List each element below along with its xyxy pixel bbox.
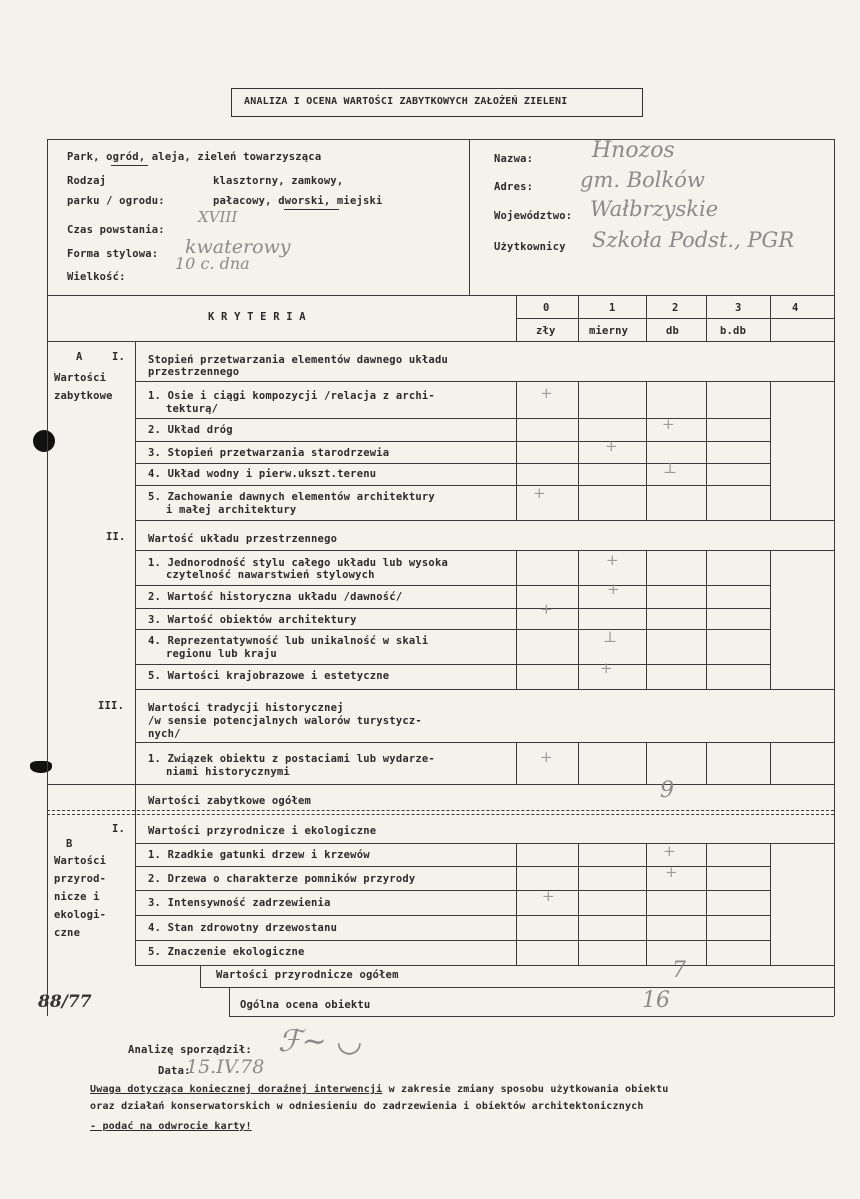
a1-item-5-line2: i małej architektury (166, 504, 297, 516)
scale-3: 3 (735, 302, 742, 314)
uwaga-line-3: - podać na odwrocie karty! (90, 1121, 252, 1132)
a2-item-4-line2: regionu lub kraju (166, 648, 277, 660)
scale-2: 2 (672, 302, 679, 314)
mark-a3-1: + (540, 748, 553, 766)
mark-a1-2: + (662, 415, 675, 433)
park-type-line: Park, ogród, aleja, zieleń towarzysząca (67, 151, 322, 163)
a1-item-3: 3. Stopień przetwarzania starodrzewia (148, 447, 390, 459)
b-group-1-title: Wartości przyrodnicze i ekologiczne (148, 825, 377, 837)
punch-hole-bottom (30, 761, 52, 773)
info-divider (469, 139, 470, 295)
mark-a2-4: ⊥ (603, 628, 618, 646)
rodzaj-options-1: klasztorny, zamkowy, (213, 175, 344, 187)
mark-a1-5: + (533, 484, 546, 502)
mark-a1-4: ⊥ (663, 459, 678, 477)
rodzaj-options-2: pałacowy, dworski, miejski (213, 195, 383, 207)
wojewodztwo-label: Województwo: (494, 210, 573, 222)
nazwa-label: Nazwa: (494, 153, 534, 165)
section-b-title-5: czne (54, 927, 81, 939)
b-item-5: 5. Znaczenie ekologiczne (148, 946, 305, 958)
overall-label: Ogólna ocena obiektu (240, 999, 371, 1011)
scale-1: 1 (609, 302, 616, 314)
punch-hole-top (33, 430, 55, 452)
a-group-2-title: Wartość układu przestrzennego (148, 533, 338, 545)
a1-item-1-line1: 1. Osie i ciągi kompozycji /relacja z archi- (148, 390, 435, 402)
section-a-letter: A (76, 351, 83, 363)
a2-item-3: 3. Wartość obiektów architektury (148, 614, 357, 626)
a-group-1-number: I. (112, 351, 126, 363)
scale-label-db: db (666, 325, 680, 337)
a-group-3-title-3: nych/ (148, 728, 181, 740)
handwritten-czas: XVIII (198, 208, 238, 226)
handwritten-data: 15.IV.78 (186, 1056, 265, 1078)
handwritten-ogolna: 16 (642, 988, 670, 1013)
handwritten-nazwa: Hnozos (592, 138, 675, 163)
handwritten-uzytkownicy: Szkoła Podst., PGR (592, 228, 795, 252)
b-group-1-number: I. (112, 823, 126, 835)
section-b-title-4: ekologi- (54, 909, 107, 921)
mark-a1-3: + (605, 437, 618, 455)
section-a-title-1: Wartości (54, 372, 107, 384)
section-b-title-1: Wartości (54, 855, 107, 867)
mark-a2-2: + (607, 580, 620, 598)
mark-a2-3: + (540, 600, 553, 618)
b-item-1: 1. Rzadkie gatunki drzew i krzewów (148, 849, 370, 861)
uwaga-line-2: oraz działań konserwatorskich w odniesieniu do zadrzewienia i obiektów architektonicznych (90, 1101, 644, 1112)
title-box (231, 88, 643, 117)
section-a-title-2: zabytkowe (54, 390, 113, 402)
signature: ℱ~ ◡ (278, 1024, 363, 1059)
mark-b2: + (665, 863, 678, 881)
scale-0: 0 (543, 302, 550, 314)
czas-label: Czas powstania: (67, 224, 165, 236)
a2-item-1-line1: 1. Jednorodność stylu całego układu lub wysoka (148, 557, 448, 569)
b-item-4: 4. Stan zdrowotny drzewostanu (148, 922, 338, 934)
mark-a2-1: + (606, 551, 619, 569)
a1-item-1-line2: tekturą/ (166, 403, 219, 415)
a-total-label: Wartości zabytkowe ogółem (148, 795, 312, 807)
uwaga-continuation: w zakresie zmiany sposobu użytkowania obiektu (382, 1084, 669, 1095)
a1-item-2: 2. Układ dróg (148, 424, 233, 436)
forma-label: Forma stylowa: (67, 248, 159, 260)
b-item-2: 2. Drzewa o charakterze pomników przyrody (148, 873, 416, 885)
kryteria-header: K R Y T E R I A (208, 311, 306, 323)
a-group-3-title-2: /w sensie potencjalnych walorów turystycz- (148, 715, 422, 727)
page-title: ANALIZA I OCENA WARTOŚCI ZABYTKOWYCH ZAŁOŻEŃ ZIELENI (244, 96, 568, 107)
data-label: Data: (158, 1065, 191, 1077)
section-b-letter: B (66, 838, 73, 850)
a2-item-4-line1: 4. Reprezentatywność lub unikalność w skali (148, 635, 429, 647)
handwritten-forma: kwaterowy (185, 236, 291, 258)
scale-label-bdb: b.db (720, 325, 747, 337)
a3-item-1-line2: niami historycznymi (166, 766, 290, 778)
parku-label: parku / ogrodu: (67, 195, 165, 207)
b-total-label: Wartości przyrodnicze ogółem (216, 969, 399, 981)
mark-a1-1: + (540, 384, 553, 402)
uzytkownicy-label: Użytkownicy (494, 241, 566, 253)
frame-top (47, 139, 834, 140)
mark-b1: + (663, 842, 676, 860)
handwritten-total-b: 7 (672, 958, 686, 983)
mark-b3: + (542, 887, 555, 905)
a1-item-4: 4. Układ wodny i pierw.ukszt.terenu (148, 468, 377, 480)
handwritten-forma-2: 10 c. dna (175, 254, 250, 273)
rodzaj-label: Rodzaj (67, 175, 107, 187)
analiza-label: Analizę sporządził: (128, 1044, 252, 1056)
uwaga-underlined: Uwaga dotycząca koniecznej doraźnej interwencji (90, 1084, 383, 1095)
adres-label: Adres: (494, 181, 534, 193)
scale-label-zly: zły (536, 325, 556, 337)
a-group-2-number: II. (106, 531, 126, 543)
a1-item-5-line1: 5. Zachowanie dawnych elementów architektury (148, 491, 435, 503)
mark-a2-5: + (600, 659, 613, 677)
scale-4: 4 (792, 302, 799, 314)
scale-label-mierny: mierny (589, 325, 629, 337)
a-group-3-number: III. (98, 700, 125, 712)
a2-item-5: 5. Wartości krajobrazowe i estetyczne (148, 670, 390, 682)
handwritten-adres: gm. Bolków (580, 168, 705, 192)
frame-left (47, 139, 48, 1016)
handwritten-total-a: 9 (660, 778, 674, 803)
wielkosc-label: Wielkość: (67, 271, 126, 283)
a-group-1-title-1: Stopień przetwarzania elementów dawnego układu (148, 354, 448, 366)
handwritten-side-number: 88/77 (38, 992, 92, 1012)
a-group-3-title-1: Wartości tradycji historycznej (148, 702, 344, 714)
a2-item-2: 2. Wartość historyczna układu /dawność/ (148, 591, 403, 603)
a3-item-1-line1: 1. Związek obiektu z postaciami lub wydarze- (148, 753, 435, 765)
frame-right (834, 139, 835, 1016)
b-item-3: 3. Intensywność zadrzewienia (148, 897, 331, 909)
a2-item-1-line2: czytelność nawarstwień stylowych (166, 569, 375, 581)
handwritten-wojewodztwo: Wałbrzyskie (590, 197, 719, 221)
section-b-title-2: przyrod- (54, 873, 107, 885)
a-group-1-title-2: przestrzennego (148, 366, 240, 378)
uwaga-line-1a (90, 1084, 669, 1095)
section-b-title-3: nicze i (54, 891, 100, 903)
section-divider-dashed (47, 810, 834, 815)
